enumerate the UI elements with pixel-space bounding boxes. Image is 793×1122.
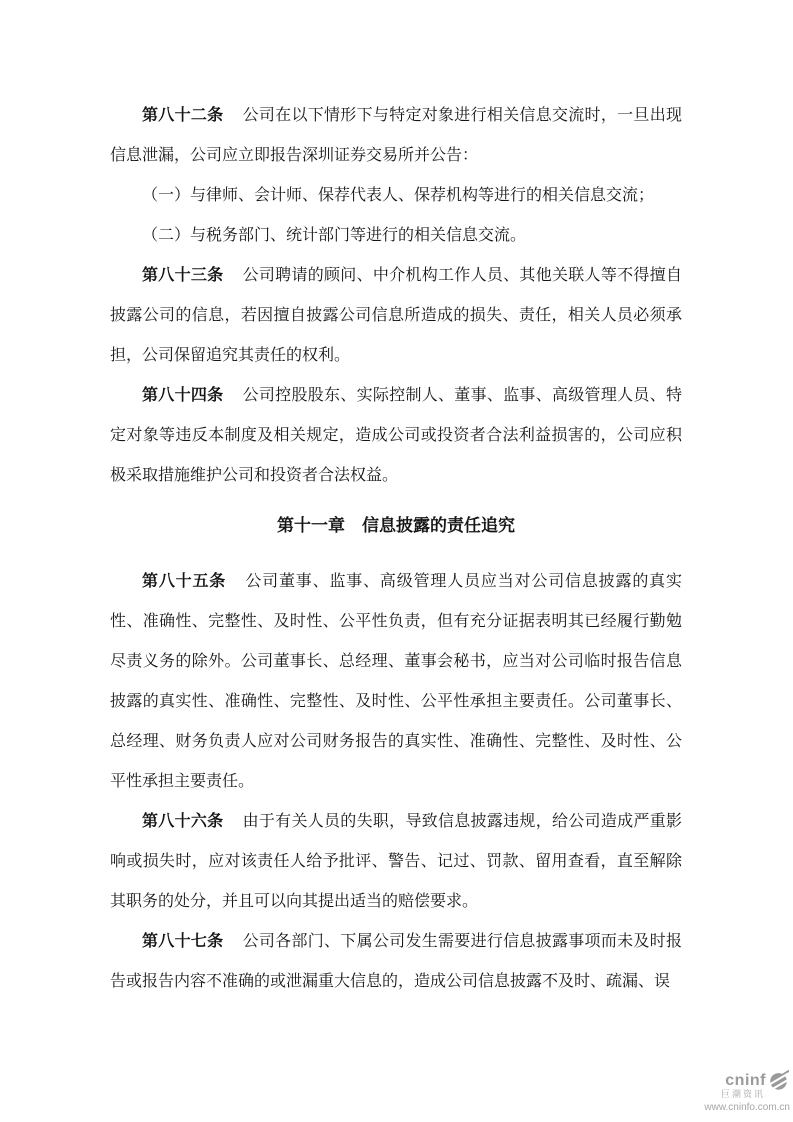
article-83-number: 第八十三条 [142, 267, 224, 284]
article-82-number: 第八十二条 [142, 107, 224, 124]
article-82-item-1 [110, 176, 682, 216]
article-82-item-1-text: （一）与律师、会计师、保荐代表人、保荐机构等进行的相关信息交流； [142, 187, 655, 204]
cninfo-swirl-icon [768, 1070, 789, 1091]
article-87-paragraph [110, 922, 682, 1002]
article-85-paragraph [110, 562, 682, 802]
article-83-paragraph [110, 256, 682, 376]
article-85-text: 公司董事、监事、高级管理人员应当对公司信息披露的真实性、准确性、完整性、及时性、公平性负责，但有充分证据表明其已经履行勤勉尽责义务的除外。公司董事长、总经理、董事会秘书，应当对公司临时报告信息披露的真实性、准确性、完整性、及时性、公平性承担主要责任。公司董事长、总经理、财务负责人应对公司财务报告的真实性、准确性、完整性、及时性、公平性承担主要责任。 [110, 573, 682, 790]
article-87-number: 第八十七条 [142, 933, 224, 950]
article-82-item-2 [110, 216, 682, 256]
article-87-text: 公司各部门、下属公司发生需要进行信息披露事项而未及时报告或报告内容不准确的或泄漏重大信息的，造成公司信息披露不及时、疏漏、误 [110, 933, 682, 990]
cninfo-brand-text: cninf [725, 1071, 766, 1089]
cninfo-logo [704, 1070, 790, 1113]
cninfo-url: www.cninfo.com.cn [704, 1102, 790, 1113]
chapter-11-heading: 第十一章 信息披露的责任追究 [277, 516, 515, 535]
article-84-paragraph [110, 376, 682, 496]
article-84-number: 第八十四条 [142, 387, 224, 404]
article-82-item-2-text: （二）与税务部门、统计部门等进行的相关信息交流。 [142, 227, 527, 244]
article-86-text: 由于有关人员的失职，导致信息披露违规，给公司造成严重影响或损失时，应对该责任人给予批评、警告、记过、罚款、留用查看，直至解除其职务的处分，并且可以向其提出适当的赔偿要求。 [110, 813, 682, 910]
article-84-text: 公司控股股东、实际控制人、董事、监事、高级管理人员、特定对象等违反本制度及相关规定，造成公司或投资者合法利益损害的，公司应积极采取措施维护公司和投资者合法权益。 [110, 387, 682, 484]
article-85-number: 第八十五条 [142, 573, 227, 590]
document-body [110, 96, 682, 1002]
article-83-text: 公司聘请的顾问、中介机构工作人员、其他关联人等不得擅自披露公司的信息，若因擅自披露公司信息所造成的损失、责任，相关人员必须承担，公司保留追究其责任的权利。 [110, 267, 682, 364]
article-86-paragraph [110, 802, 682, 922]
article-82-text: 公司在以下情形下与特定对象进行相关信息交流时，一旦出现信息泄漏，公司应立即报告深圳证券交易所并公告： [110, 107, 682, 164]
cninfo-logo-row [704, 1070, 790, 1091]
article-86-number: 第八十六条 [142, 813, 224, 830]
article-82-paragraph [110, 96, 682, 176]
cninfo-chinese-name: 巨潮资讯 [720, 1089, 765, 1100]
